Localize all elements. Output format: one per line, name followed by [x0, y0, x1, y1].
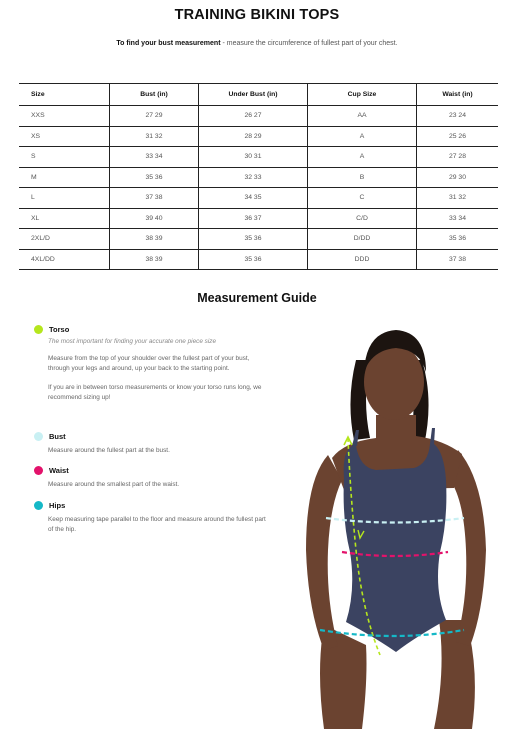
- cell-bust: 38 39: [110, 229, 199, 250]
- bust-dot-icon: [34, 432, 43, 441]
- cell-bust: 38 39: [110, 249, 199, 270]
- cell-under-bust: 28 29: [199, 126, 308, 147]
- bust-text: Measure around the fullest part at the bust.: [48, 447, 170, 454]
- hips-text: Keep measuring tape parallel to the floor and measure around the fullest part of the hip.: [48, 516, 266, 534]
- cell-cup-size: D/DD: [308, 229, 417, 250]
- guide-title: Measurement Guide: [197, 291, 317, 305]
- torso-section: [34, 325, 266, 403]
- cell-cup-size: C/D: [308, 208, 417, 229]
- cell-size: S: [19, 147, 110, 168]
- cell-cup-size: A: [308, 126, 417, 147]
- cell-waist: 37 38: [417, 249, 499, 270]
- cell-under-bust: 36 37: [199, 208, 308, 229]
- cell-under-bust: 35 36: [199, 249, 308, 270]
- table-body: [19, 106, 498, 270]
- waist-dot-icon: [34, 466, 43, 475]
- table-row: [19, 208, 498, 229]
- intro-rest: - measure the circumference of fullest part of your chest.: [220, 40, 398, 47]
- table-row: [19, 249, 498, 270]
- cell-size: XXS: [19, 106, 110, 127]
- cell-cup-size: AA: [308, 106, 417, 127]
- table-row: [19, 126, 498, 147]
- bust-heading: [34, 432, 266, 441]
- cell-waist: 25 26: [417, 126, 499, 147]
- swimsuit: [344, 444, 447, 652]
- cell-cup-size: DDD: [308, 249, 417, 270]
- intro-bold: To find your bust measurement: [116, 40, 221, 47]
- col-header-cup-size: Cup Size: [308, 84, 417, 106]
- torso-dot-icon: [34, 325, 43, 334]
- cell-waist: 29 30: [417, 167, 499, 188]
- cell-size: XS: [19, 126, 110, 147]
- table-row: [19, 106, 498, 127]
- table-row: [19, 188, 498, 209]
- hips-section: [34, 501, 266, 535]
- cell-waist: 33 34: [417, 208, 499, 229]
- col-header-under-bust: Under Bust (in): [199, 84, 308, 106]
- cell-bust: 31 32: [110, 126, 199, 147]
- torso-note: The most important for finding your accurate one piece size: [48, 338, 217, 345]
- cell-size: L: [19, 188, 110, 209]
- col-header-waist: Waist (in): [417, 84, 499, 106]
- cell-under-bust: 34 35: [199, 188, 308, 209]
- waist-label: Waist: [49, 466, 69, 475]
- cell-size: 4XL/DD: [19, 249, 110, 270]
- cell-cup-size: C: [308, 188, 417, 209]
- cell-size: M: [19, 167, 110, 188]
- cell-size: 2XL/D: [19, 229, 110, 250]
- cell-bust: 33 34: [110, 147, 199, 168]
- cell-size: XL: [19, 208, 110, 229]
- hips-dot-icon: [34, 501, 43, 510]
- hips-label: Hips: [49, 501, 66, 510]
- bust-label: Bust: [49, 432, 66, 441]
- cell-bust: 39 40: [110, 208, 199, 229]
- page-title: TRAINING BIKINI TOPS: [174, 7, 340, 23]
- intro-text: [0, 40, 514, 47]
- model-figure-image: [284, 320, 514, 729]
- waist-heading: [34, 466, 266, 475]
- cell-under-bust: 26 27: [199, 106, 308, 127]
- torso-text-1: Measure from the top of your shoulder over the fullest part of your bust, through your legs and around, up your back to the starting point.: [48, 355, 250, 373]
- cell-cup-size: A: [308, 147, 417, 168]
- table-row: [19, 147, 498, 168]
- cell-bust: 35 36: [110, 167, 199, 188]
- col-header-bust: Bust (in): [110, 84, 199, 106]
- torso-text-2: If you are in between torso measurements or know your torso runs long, we recommend sizing up!: [48, 383, 262, 401]
- cell-bust: 37 38: [110, 188, 199, 209]
- table-header-row: [19, 84, 498, 106]
- cell-bust: 27 29: [110, 106, 199, 127]
- cell-waist: 23 24: [417, 106, 499, 127]
- torso-label: Torso: [49, 325, 70, 334]
- cell-cup-size: B: [308, 167, 417, 188]
- waist-text: Measure around the smallest part of the waist.: [48, 481, 180, 488]
- bust-section: [34, 432, 266, 456]
- torso-heading: [34, 325, 266, 334]
- size-chart-table: [19, 83, 498, 270]
- cell-under-bust: 30 31: [199, 147, 308, 168]
- cell-under-bust: 32 33: [199, 167, 308, 188]
- table-row: [19, 167, 498, 188]
- cell-waist: 31 32: [417, 188, 499, 209]
- table-row: [19, 229, 498, 250]
- waist-section: [34, 466, 266, 490]
- cell-waist: 27 28: [417, 147, 499, 168]
- col-header-size: Size: [19, 84, 110, 106]
- cell-under-bust: 35 36: [199, 229, 308, 250]
- cell-waist: 35 36: [417, 229, 499, 250]
- hips-heading: [34, 501, 266, 510]
